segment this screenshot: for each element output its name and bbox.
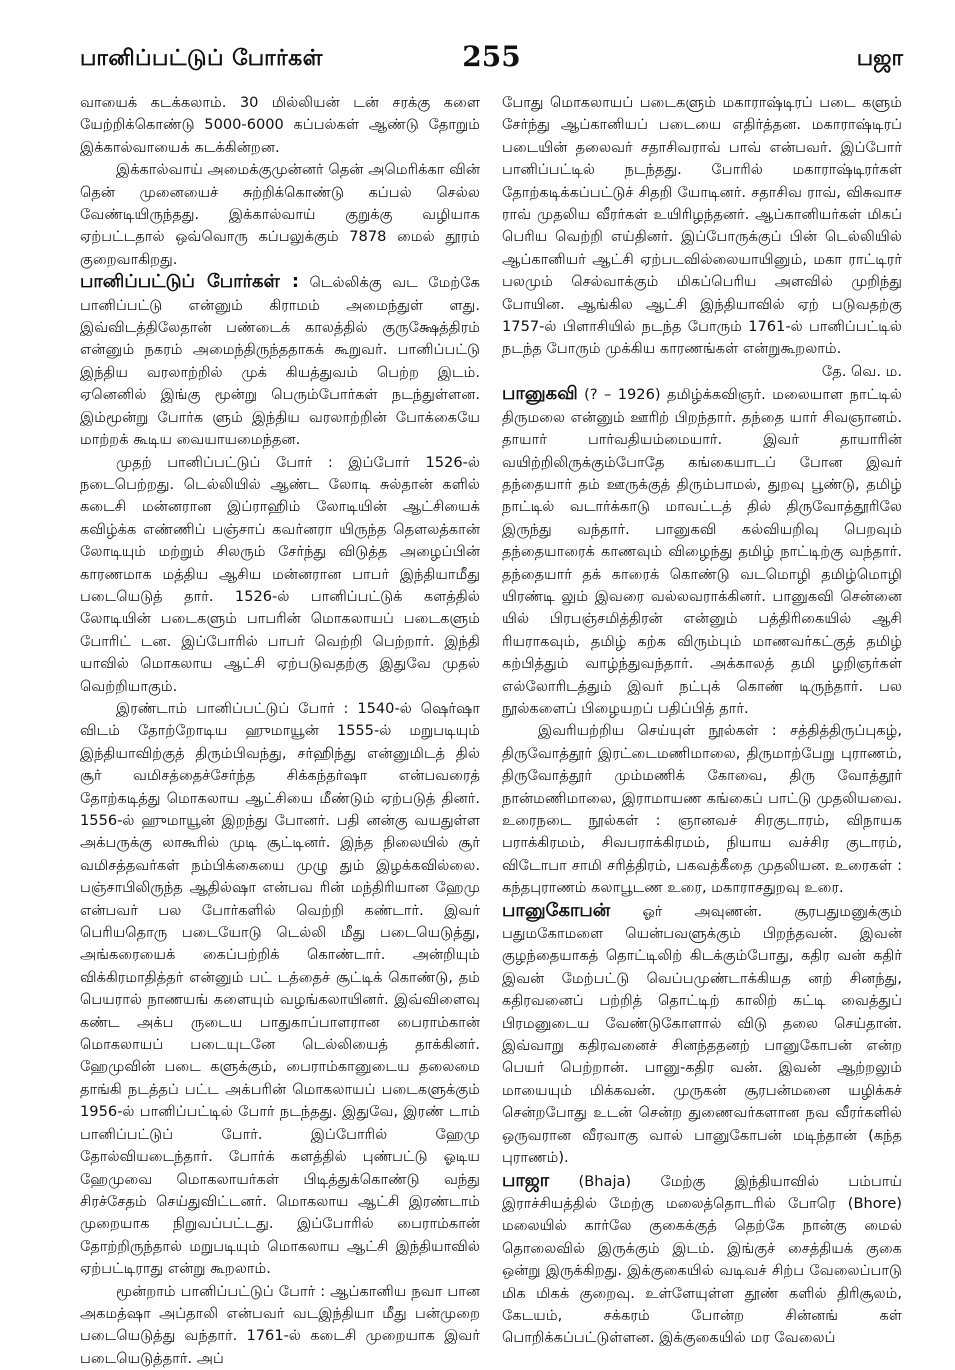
entry-paragraph (502, 1170, 902, 1350)
page-number: 255 (462, 40, 521, 73)
entry-heading: பானிப்பட்டுப் போர்கள் : (80, 271, 300, 293)
body-paragraph: இரண்டாம் பானிப்பட்டுப் போர் : 1540-ல் ஷெர்ஷா விடம் தோற்றோடிய ஹுமாயூன் 1555-ல் மறுபடியும் இந்தியாவிற்குத் திரும்பிவந்து, சர்ஹிந்து என்னுமிடத் தில் சூர் வமிசத்தைச்சேர்ந்த சிக்கந்தர்ஷா என்பவரைத் தோற்கடித்து மொகலாய ஆட்சியை மீண்டும் ஏற்படுத் தினர். 1556-ல் ஹுமாயூன் இறந்து போனர். பதி னன்கு வயதுள்ள அக்பருக்கு லாகூரில் முடி சூட்டினர். இந்த நிலையில் சூர் வமிசத்தவர்கள் நம்பிக்கையை முழு தும் இழக்கவில்லை. பஞ்சாபிலிருந்த ஆதில்ஷா என்பவ ரின் மந்திரியான ஹேமு என்பவர் பல போர்களில் வெற்றி கண்டார். இவர் பெரியதொரு படையோடு டெல்லி மீது படையெடுத்து, அங்கரையைக் கைப்பற்றிக் கொண்டார். அன்றியும் விக்கிரமாதித்தர் என்னும் பட் டத்தைச் சூட்டிக் கொண்டு, தம் பெயரால் நாணயங் களையும் வழங்கலாயினர். இவ்விளைவு கண்ட அக்ப ருடைய பாதுகாப்பாளரான பைராம்கான் மொகலாயப் படையுடனே டெல்லியைத் தாக்கினர். ஹேமுவின் படை களுக்கும், பைராம்கானுடைய தலைமை தாங்கி நடத்தப் பட்ட அக்பரின் மொகலாயப் படைகளுக்கும் 1956-ல் பானிப்பட்டில் போர் நடந்தது. இதுவே, இரண் டாம் பானிப்பட்டுப் போர். இப்போரில் ஹேமு தோல்வியடைந்தார். போர்க் களத்தில் புண்பட்டு ஓடிய ஹேமுவை மொகலாயர்கள் பிடித்துக்கொண்டு வந்து சிரச்சேதம் செய்துவிட்டனர். மொகலாய ஆட்சி இரண்டாம் முறையாக நிறுவப்பட்டது. இப்போரில் பைராம்கான் தோற்றிருந்தால் மறுபடியும் மொகலாய ஆட்சி இந்தியாவில் ஏற்பட்டிராது என்று கூறலாம். (80, 699, 480, 1278)
entry-paragraph (80, 271, 480, 451)
right-column (502, 92, 902, 1370)
entry-paragraph (502, 900, 902, 1170)
body-paragraph: இவரியற்றிய செய்யுள் நூல்கள் : சத்தித்திருப்புகழ், திருவோத்தூர் இரட்டைமணிமாலை, திருமாற்பேறு புராணம், திருவோத்தூர் மும்மணிக் கோவை, திரு வோத்தூர் நான்மணிமாலை, இராமாயண கங்கைப் பாட்டு முதலியவை. உரைநடை நூல்கள் : ஞானவச் சிரகுடாரம், விநாயக பராக்கிரமம், சிவபராக்கிரமம், நியாய வச்சிர குடாரம், விடோபா சாமி சரித்திரம், பகவத்கீதை முதலியன. உரைகள் : கந்தபுராணம் கலாபூடண உரை, மகாராசதுறவு உரை. (502, 722, 902, 897)
body-paragraph: இக்கால்வாய் அமைக்குமுன்னர் தென் அமெரிக்கா வின் தென் முனையைச் சுற்றிக்கொண்டு கப்பல் செல்ல வேண்டியிருந்தது. இக்கால்வாய் குறுக்கு வழியாக ஏற்பட்டதால் ஒவ்வொரு கப்பலுக்கும் 7878 மைல் தூரம் குறைவாகிறது. (80, 161, 480, 268)
entry-heading: பானுகவி (502, 383, 578, 405)
two-column-body (80, 92, 903, 1370)
running-head-right: பஜா (856, 46, 903, 71)
left-column (80, 92, 480, 1370)
author-initials: தே. வெ. ம. (821, 362, 902, 380)
body-paragraph: போது மொகலாயப் படைகளும் மகாராஷ்டிரப் படை களும் சேர்ந்து ஆப்கானியப் படையை எதிர்த்தன. மகாராஷ்டிரப் படையின் தலைவர் சதாசிவராவ் பாவ் என்பவர். இப்போர் பானிப்பட்டில் நடந்தது. போரில் மகாராஷ்டிரர்கள் தோற்கடிக்கப்பட்டுச் சிதறி யோடினர். சதாசிவ ராவ், விசுவாச ராவ் முதலிய வீரர்கள் உயிரிழந்தனர். ஆப்கானியர்கள் மிகப் பெரிய வெற்றி எய்தினர். இப்போருக்குப் பின் டெல்லியில் ஆப்கானியர் ஆட்சி ஏற்படவில்லையாயினும், மகா ராட்டிரர் பலமும் செல்வாக்கும் மிகப்பெரிய அளவில் முறிந்து போயின. ஆங்கில ஆட்சி இந்தியாவில் ஏற் படுவதற்கு 1757-ல் பிளாசியில் நடந்த போரும் 1761-ல் பானிப்பட்டில் நடந்த போரும் முக்கிய காரணங்கள் என்றுகூறலாம். (502, 94, 902, 358)
page-header (80, 38, 903, 92)
running-head-left: பானிப்பட்டுப் போர்கள் (80, 46, 324, 71)
body-paragraph: மூன்றாம் பானிப்பட்டுப் போர் : ஆப்கானிய நவா பான அகமத்ஷா அப்தாலி என்பவர் வடஇந்தியா மீது பன்முறை படையெடுத்து வந்தார். 1761-ல் கடைசி முறையாக இவர் படையெடுத்தார். அப் (80, 1282, 480, 1367)
entry-paragraph (502, 383, 902, 720)
entry-text: (? – 1926) தமிழ்க்கவிஞர். மலையாள நாட்டில் திருமலை என்னும் ஊரிற் பிறந்தார். தந்தை யார் சிவஞானம். தாயார் பார்வதியம்மையார். இவர் தாயாரின் வயிற்றிலிருக்கும்போதே கங்கையாடப் போன இவர் தந்தையார் தம் ஊருக்குத் திரும்பாமல், துறவு பூண்டு, தமிழ் நாட்டில் வடார்க்காடு மாவட்டத் தில் திருவோத்தூரிலே இருந்து வந்தார். பானுகவி கல்வியறிவு பெறவும் தந்தையாரைக் காணவும் விழைந்து தமிழ் நாட்டிற்கு வந்தார். தந்தையார் தக் காரைக் கொண்டு வடமொழி தமிழ்மொழி யிரண்டி லும் இவரை வல்லவராக்கினர். பானுகவி சென்னை யில் பிரபஞ்சமித்திரன் என்னும் பத்திரிகையில் ஆசி ரியராகவும், தமிழ் கற்க விரும்பும் மாணவர்கட்குத் தமிழ் கற்பித்தும் வாழ்ந்துவந்தார். அக்காலத் தமி ழறிஞர்கள் எல்லோரிடத்தும் இவர் நட்புக் கொண் டிருந்தார். பல நூல்களைப் பிழையறப் பதிப்பித் தார். (502, 386, 902, 717)
entry-heading: பாஜா (502, 1169, 550, 1191)
entry-text: டெல்லிக்கு வட மேற்கே பானிப்பட்டு என்னும் கிராமம் அமைந்துள் ளது. இவ்விடத்திலேதான் பண்டைக் காலத்தில் குருக்ஷேத்திரம் என்னும் நகரம் அமைந்திருந்ததாகக் கூறுவர். பானிப்பட்டு இந்திய வரலாற்றில் முக் கியத்துவம் பெற்ற இடம். ஏனெனில் இங்கு மூன்று பெரும்போர்கள் நடந்துள்ளன. இம்மூன்று போர்க ளும் இந்திய வரலாற்றின் போக்கையே மாற்றக் கூடிய வையாயமைந்தன. (80, 274, 480, 449)
entry-text: (Bhaja) மேற்கு இந்தியாவில் பம்பாய் இராச்சியத்தில் மேற்கு மலைத்தொடரில் போரெ (Bhore) மலையில் கார்லே குகைக்குத் தெற்கே நான்கு மைல் தொலைவில் இருக்கும் இடம். இங்குச் சைத்தியக் குகை ஒன்று இருக்கிறது. இக்குகையில் வடிவச் சிற்ப வேலைப்பாடு மிக மிகக் குறைவு. உள்ளேயுள்ள தூண் களில் திரிசூலம், கேடயம், சக்கரம் போன்ற சின்னங் கள் பொறிக்கப்பட்டுள்ளன. இக்குகையில் மர வேலைப் (502, 1172, 902, 1347)
body-paragraph: முதற் பானிப்பட்டுப் போர் : இப்போர் 1526-ல் நடைபெற்றது. டெல்லியில் ஆண்ட லோடி சுல்தான் களில் கடைசி மன்னரான இப்ராஹிம் லோடியின் ஆட்சியைக் கவிழ்க்க எண்ணிப் பஞ்சாப் கவர்னரா யிருந்த தௌலத்கான் லோடியும் மற்றும் சிலரும் சேர்ந்து விடுத்த அழைப்பின் காரணமாக மத்திய ஆசிய மன்னரான பாபர் இந்தியாமீது படையெடுத் தார். 1526-ல் பானிப்பட்டுக் களத்தில் லோடியின் படைகளும் பாபரின் மொகலாயப் படைகளும் போரிட் டன. இப்போரில் பாபர் வெற்றி பெற்றார். இந்தி யாவில் மொகலாய ஆட்சி ஏற்படுவதற்கு இதுவே முதல் வெற்றியாகும். (80, 453, 480, 695)
entry-text: ஓர் அவுணன். சூரபதுமனுக்கும் பதுமகோமளை யென்பவளுக்கும் பிறந்தவன். இவன் குழந்தையாகத் தொட்டிலிற் கிடக்கும்போது, கதிர வன் கதிர் இவன் மேற்பட்டு வெப்பமுண்டாக்கியத னற் சினந்து, கதிரவனைப் பற்றித் தொட்டிற் காலிற் கட்டி வைத்துப் பிரமனுடைய வேண்டுகோளால் விடு தலை செய்தான். இவ்வாறு கதிரவனைச் சினந்ததனற் பானுகோபன் என்ற பெயர் பெற்றான். பானு-கதிர வன். இவன் ஆற்றலும் மாயையும் மிக்கவன். முருகன் சூரபன்மனை யழிக்கச் சென்றபோது உடன் சென்ற துணைவர்களான நவ வீரர்களில் ஒருவரான வீரவாகு வால் பானுகோபன் மடிந்தான் (கந்த புராணம்). (502, 902, 902, 1167)
entry-heading: பானுகோபன் (502, 899, 611, 921)
body-paragraph: வாயைக் கடக்கலாம். 30 மில்லியன் டன் சரக்கு களை யேற்றிக்கொண்டு 5000-6000 கப்பல்கள் ஆண்டு தோறும் இக்கால்வாயைக் கடக்கின்றன. (80, 94, 480, 156)
